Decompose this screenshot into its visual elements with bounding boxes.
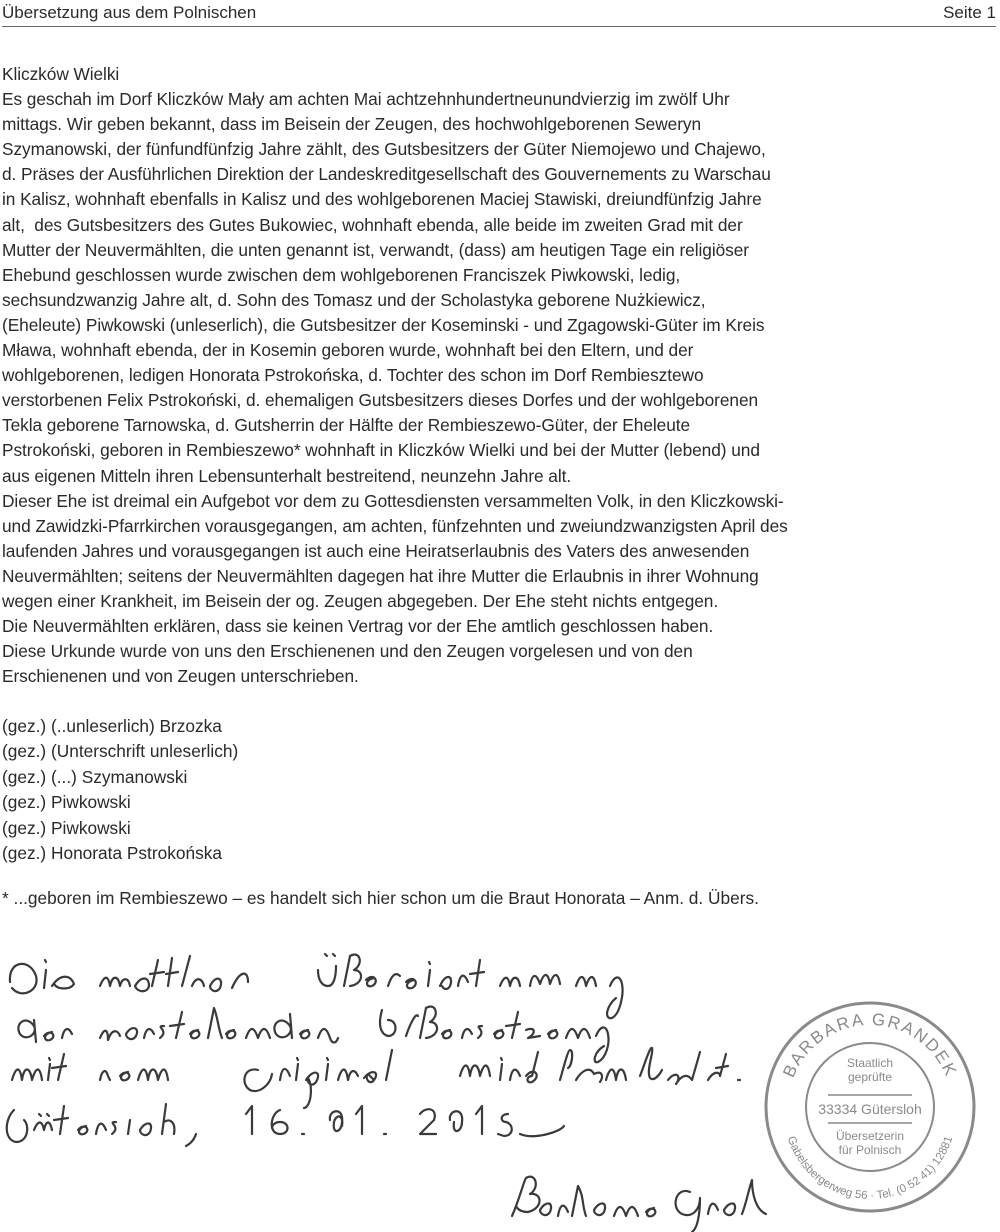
signature-entry: (gez.) Piwkowski <box>2 817 131 838</box>
body-line: alt, des Gutsbesitzers des Gutes Bukowiec, wohnhaft ebenda, alle beide im zweiten Grad mit der <box>2 214 743 235</box>
handwriting-stroke <box>52 1054 66 1080</box>
handwriting-stroke <box>208 1008 222 1038</box>
handwriting-stroke <box>708 1054 728 1080</box>
handwriting-stroke <box>366 977 376 986</box>
handwriting-stroke <box>338 1070 358 1081</box>
handwriting-stroke <box>47 1114 49 1116</box>
body-line: Ehebund geschlossen wurde zwischen dem wohlgeborenen Franciszek Piwkowski, ledig, <box>2 264 681 285</box>
handwriting-stroke <box>52 977 74 989</box>
seal-ring-top: BARBARA GRANDEK <box>779 1009 961 1081</box>
body-line: Neuvermählten; seitens der Neuvermählten dagegen hat ihre Mutter die Erlaubnis in ihrer Wohnung <box>2 565 759 586</box>
signature-entry: (gez.) Honorata Pstrokońska <box>2 843 222 864</box>
handwriting-stroke <box>297 1058 298 1060</box>
handwriting-stroke <box>190 1030 199 1038</box>
translation-body <box>2 62 1000 689</box>
handwriting-stroke <box>676 1191 700 1232</box>
handwriting-stroke <box>494 1030 503 1038</box>
handwriting-stroke <box>274 1014 292 1038</box>
signature-entry: (gez.) (...) Szymanowski <box>2 766 188 787</box>
body-line: verstorbenen Felix Pstrokoński, d. ehemaligen Gutsbesitzers dieses Dorfes und der wohlgeborenen <box>2 390 759 411</box>
handwriting-stroke <box>460 1066 490 1077</box>
handwriting-stroke <box>428 970 430 986</box>
handwriting-stroke <box>530 975 560 986</box>
handwriting-stroke <box>78 1126 87 1134</box>
handwriting-stroke <box>327 1058 328 1060</box>
handwriting-stroke <box>272 1110 288 1134</box>
page-number: Seite 1 <box>943 3 996 22</box>
handwriting-stroke <box>34 1123 52 1131</box>
handwriting-stroke <box>100 1071 110 1080</box>
handwriting-stroke <box>594 1203 605 1215</box>
handwriting-stroke <box>166 958 178 986</box>
handwriting-stroke <box>640 1048 662 1079</box>
handwriting-stroke <box>476 1106 482 1134</box>
handwriting-stroke <box>296 1064 298 1080</box>
seal-line1: Staatlich <box>846 1056 894 1070</box>
handwriting-stroke <box>386 1050 392 1080</box>
handwriting-stroke <box>500 1064 502 1080</box>
handwriting-stroke <box>607 977 622 1018</box>
handwriting-stroke <box>512 1177 540 1216</box>
handwriting-stroke <box>232 974 248 988</box>
seal-role2: für Polnisch <box>838 1143 902 1157</box>
handwriting-stroke <box>498 1114 512 1136</box>
handwriting-stroke <box>442 1030 451 1038</box>
handwriting-stroke <box>668 1052 700 1084</box>
handwriting-stroke <box>470 960 484 986</box>
seal-role1: Übersetzerin <box>835 1129 905 1143</box>
handwriting-stroke <box>246 1106 252 1134</box>
translator-footnote: * ...geboren im Rembieszewo – es handelt sich hier schon um die Braut Honorata – Anm. d. Übers. <box>2 888 759 908</box>
handwriting-stroke <box>420 1007 437 1038</box>
handwriting-stroke <box>318 1029 338 1043</box>
handwriting-stroke <box>344 955 361 986</box>
handwriting-stroke <box>100 978 130 986</box>
handwriting-stroke <box>170 1012 184 1038</box>
handwriting-stroke <box>540 1203 551 1215</box>
translator-seal <box>760 995 980 1215</box>
handwriting-stroke <box>300 1030 309 1038</box>
handwriting-stroke <box>506 1012 520 1038</box>
handwriting-stroke <box>318 966 336 986</box>
body-line: sechsundzwanzig Jahre alt, d. Sohn des Tomasz und der Scholastyka geborene Nużkiewicz, <box>2 289 706 310</box>
signature-entry: (gez.) (..unleserlich) Brzozka <box>2 716 222 736</box>
handwriting-stroke <box>100 1031 120 1040</box>
handwriting-stroke <box>440 977 451 989</box>
handwriting-stroke <box>244 1069 272 1091</box>
handwriting-stroke <box>520 1126 564 1136</box>
handwriting-stroke <box>160 1026 164 1038</box>
handwriting-stroke <box>10 964 37 994</box>
seal-ring-bottom: Gabelsbergerweg 56 · Tel. (0 52 41) 12881 <box>784 1134 956 1202</box>
handwriting-stroke <box>330 1111 342 1131</box>
handwriting-stroke <box>280 1069 290 1080</box>
signature-entry: (gez.) (Unterschrift unleserlich) <box>2 741 239 762</box>
handwriting-stroke <box>304 1073 318 1108</box>
handwriting-stroke <box>458 976 468 986</box>
handwriting-stroke <box>192 979 204 986</box>
handwriting-stroke <box>326 1064 328 1080</box>
handwriting-stroke <box>7 1110 28 1142</box>
body-line: Es geschah im Dorf Kliczków Mały am achten Mai achtzehnhundertneunundvierzig im zwölf Uhr <box>2 89 730 110</box>
handwriting-stroke <box>39 1114 41 1116</box>
body-line: Die Neuvermählten erklären, dass sie keinen Vertrag vor der Ehe amtlich geschlossen haben. <box>2 616 714 637</box>
handwriting-stroke <box>724 1203 735 1215</box>
handwriting-stroke <box>548 1030 557 1038</box>
handwriting-stroke <box>120 1072 129 1080</box>
seal-city: 33334 Gütersloh <box>818 1101 922 1117</box>
body-line: Dieser Ehe ist dreimal ein Aufgebot vor dem zu Gottesdiensten versammelten Volk, in den Kliczkowski- <box>2 490 784 511</box>
seal-drawing <box>760 995 980 1215</box>
body-line: Mława, wohnhaft ebenda, der in Kosemin geboren wurde, wohnhaft bei den Eltern, und der <box>2 340 694 361</box>
handwriting-stroke <box>48 1064 50 1080</box>
handwriting-stroke <box>138 1070 168 1081</box>
handwriting-stroke <box>572 1186 586 1216</box>
handwriting-stroke <box>526 1052 538 1082</box>
handwriting-stroke <box>576 1070 602 1082</box>
handwriting-stroke <box>558 1206 568 1216</box>
handwriting-stroke <box>406 1015 418 1036</box>
body-line: d. Präses der Ausführlichen Direktion der Landeskreditgesellschaft des Gouvernements zu Warschau <box>2 164 771 185</box>
handwriting-stroke <box>510 1070 520 1080</box>
handwriting-stroke <box>54 1106 68 1134</box>
handwriting-stroke <box>356 1106 362 1134</box>
handwriting-stroke <box>45 960 46 962</box>
handwriting-stroke <box>500 978 520 986</box>
body-line: Tekla geborene Tarnowska, d. Gutsherrin der Hälfte der Rembieszewo-Güter, der Eheleute <box>2 415 691 436</box>
seal-line2: geprüfte <box>847 1070 893 1084</box>
signature-list <box>2 714 238 866</box>
body-line: Diese Urkunde wurde von uns den Erschienenen und den Zeugen vorgelesen und von den <box>2 641 693 662</box>
handwriting-stroke <box>144 1029 154 1038</box>
handwriting-stroke <box>162 1104 174 1134</box>
body-line: in Kalisz, wohnhaft ebenfalls in Kalisz und des wohlgeborenen Maciej Stawiski, dreiundfünfzig Jahre <box>2 189 762 210</box>
body-line: laufenden Jahres und vorausgegangen ist auch eine Heiratserlaubnis des Vaters des anwesenden <box>2 540 750 561</box>
handwriting-stroke <box>364 1072 376 1082</box>
handwriting-stroke <box>246 1029 270 1038</box>
handwriting-stroke <box>388 974 400 986</box>
handwriting-stroke <box>429 962 430 964</box>
body-line: Kliczków Wielki <box>2 64 120 84</box>
handwriting-stroke <box>226 1030 235 1038</box>
handwriting-stroke <box>126 1028 137 1039</box>
body-line: Szymanowski, der fünfundfünfzig Jahre zählt, des Gutsbesitzers der Güter Niemojewo und Chajewo, <box>2 139 766 160</box>
handwriting-stroke <box>150 960 164 986</box>
handwriting-stroke <box>501 1058 502 1060</box>
handwriting-stroke <box>210 979 221 991</box>
handwriting-stroke <box>128 1120 130 1134</box>
header-title: Übersetzung aus dem Polnischen <box>2 3 257 22</box>
body-line: aus eigenen Mitteln ihren Lebensunterhalt bestreitend, neunzehn Jahre alt. <box>2 465 572 486</box>
handwriting-stroke <box>112 1122 116 1134</box>
handwriting-stroke <box>44 970 46 988</box>
body-line: mittags. Wir geben bekannt, dass im Beisein der Zeugen, des hochwohlgeborenen Seweryn <box>2 114 702 135</box>
handwriting-stroke <box>18 1020 36 1042</box>
body-line: wohlgeborenen, ledigen Honorata Pstrokońska, d. Tochter des schon im Dorf Rembiesztewo <box>2 365 704 386</box>
handwriting-stroke <box>708 1204 718 1214</box>
body-line: und Zawidzki-Pfarrkirchen vorausgegangen, am achten, fünfzehnten und zweiundzwanzigsten April des <box>2 515 788 536</box>
handwriting-stroke <box>526 1029 540 1038</box>
handwriting-stroke <box>380 1010 396 1036</box>
handwriting-stroke <box>420 1109 436 1134</box>
handwriting-stroke <box>450 1111 462 1131</box>
handwriting-stroke <box>49 1058 50 1060</box>
handwriting-stroke <box>44 1032 53 1040</box>
handwriting-stroke <box>595 1027 609 1062</box>
handwriting-stroke <box>406 979 416 988</box>
handwriting-stroke <box>646 1208 655 1216</box>
handwriting-stroke <box>576 977 596 986</box>
handwriting-stroke <box>135 979 149 992</box>
handwriting-stroke <box>478 1026 482 1038</box>
handwriting-stroke <box>333 954 335 956</box>
handwriting-stroke <box>566 1029 590 1038</box>
handwriting-stroke <box>462 1029 472 1038</box>
page-header <box>2 2 996 27</box>
body-line: (Eheleute) Piwkowski (unleserlich), die Gutsbesitzer der Koseminski - und Zgagowski-Güter im Kreis <box>2 314 765 335</box>
body-line: wegen einer Krankheit, im Beisein der og. Zeugen abgegeben. Der Ehe steht nichts entgegen. <box>2 590 719 611</box>
handwriting-stroke <box>560 1050 572 1080</box>
handwriting-stroke <box>12 1070 42 1081</box>
handwriting-stroke <box>96 1124 106 1134</box>
signature-entry: (gez.) Piwkowski <box>2 792 131 813</box>
handwriting-stroke <box>325 954 327 956</box>
handwriting-stroke <box>606 1070 626 1081</box>
body-line: Pstrokoński, geboren in Rembieszewo* wohnhaft in Kliczków Wielki und bei der Mutter (lebend) und <box>2 440 760 461</box>
body-line: Erschienenen und von Zeugen unterschrieben. <box>2 666 359 687</box>
handwriting-stroke <box>186 1134 196 1146</box>
handwriting-stroke <box>182 956 190 986</box>
handwriting-stroke <box>140 1123 151 1135</box>
body-line: Mutter der Neuvermählten, die unten genannt ist, verwandt, (dass) am heutigen Tage ein religiöser <box>2 239 749 260</box>
handwriting-stroke <box>614 1207 638 1216</box>
handwriting-stroke <box>62 1029 72 1038</box>
